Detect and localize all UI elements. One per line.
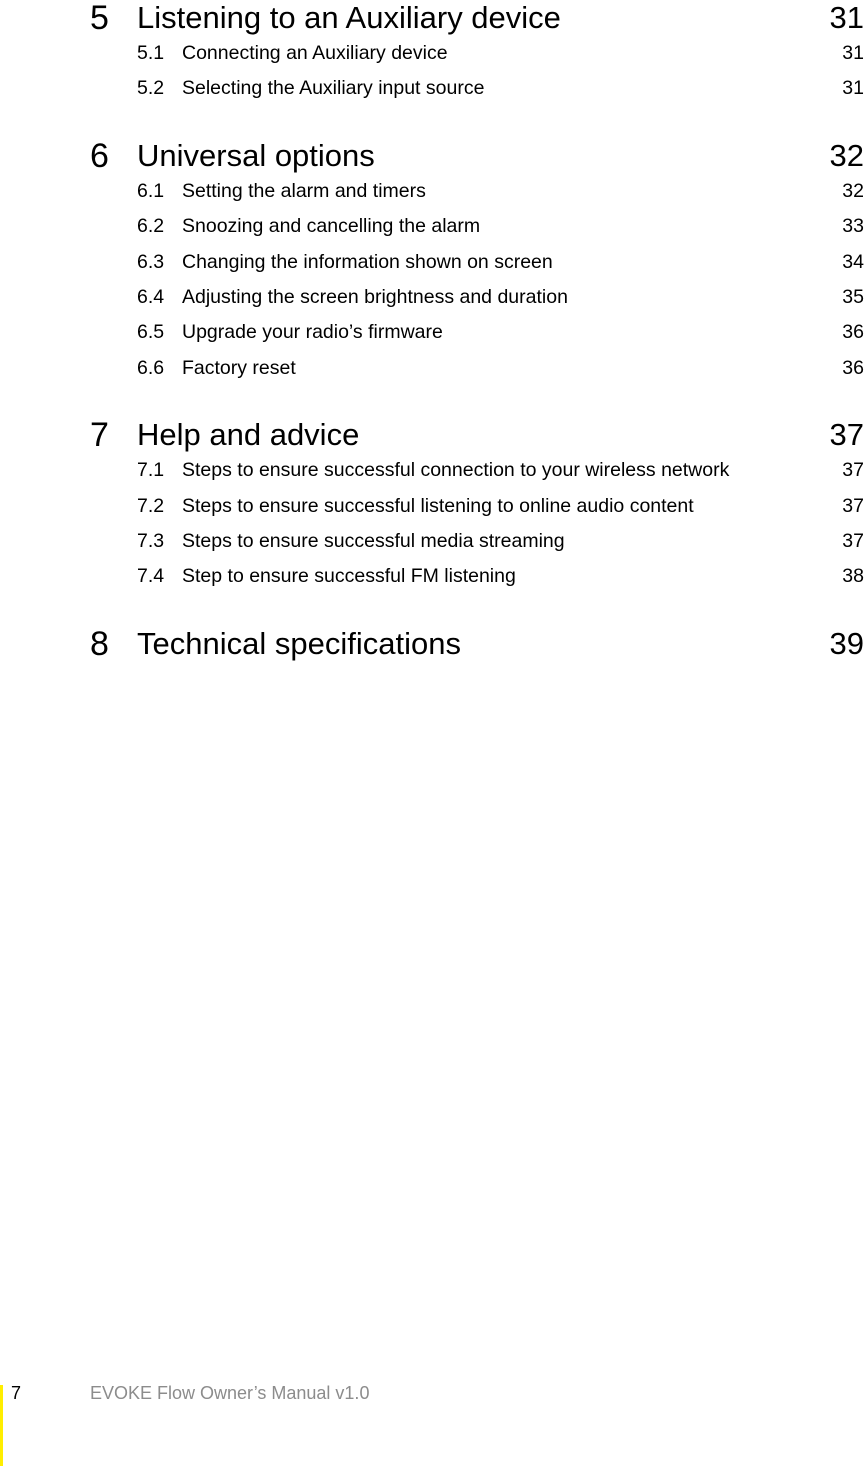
footer-accent-bar (0, 1385, 3, 1466)
section-number: 6.4 (137, 285, 165, 308)
section-page: 33 (842, 215, 864, 238)
section-page: 36 (842, 321, 864, 344)
section-number: 7.3 (137, 529, 165, 552)
section-page: 34 (842, 250, 864, 273)
section-number: 7.4 (137, 565, 165, 588)
toc-section[interactable] (0, 315, 864, 350)
section-page: 31 (842, 77, 864, 100)
section-page: 37 (842, 459, 864, 482)
footer-page-number: 7 (11, 1383, 22, 1403)
chapter-page: 37 (829, 417, 864, 453)
section-title: Adjusting the screen brightness and duration (182, 285, 568, 308)
section-title: Steps to ensure successful listening to online audio content (182, 494, 694, 517)
toc-section[interactable] (0, 524, 864, 559)
section-page: 37 (842, 494, 864, 517)
section-title: Factory reset (182, 356, 296, 379)
section-page: 35 (842, 285, 864, 308)
toc-section[interactable] (0, 174, 864, 209)
toc-chapter[interactable] (0, 626, 864, 662)
section-title: Connecting an Auxiliary device (182, 42, 448, 64)
chapter-title: Listening to an Auxiliary device (137, 0, 561, 35)
section-number: 5.2 (137, 77, 165, 100)
toc-chapter[interactable] (0, 138, 864, 174)
section-number: 6.2 (137, 215, 165, 238)
section-title: Steps to ensure successful connection to your wireless network (182, 459, 730, 482)
toc-section[interactable] (0, 280, 864, 315)
toc-section[interactable] (0, 245, 864, 280)
toc-section[interactable] (0, 489, 864, 524)
section-number: 6.6 (137, 356, 165, 379)
section-title: Selecting the Auxiliary input source (182, 77, 485, 100)
chapter-title: Universal options (137, 137, 375, 173)
toc-section[interactable] (0, 36, 864, 71)
section-title: Changing the information shown on screen (182, 250, 553, 273)
section-number: 6.1 (137, 179, 165, 202)
section-number: 6.5 (137, 321, 165, 344)
chapter-page: 39 (829, 625, 864, 661)
section-number: 7.1 (137, 459, 165, 482)
section-page: 37 (842, 529, 864, 552)
toc-chapter[interactable] (0, 417, 864, 453)
section-page: 32 (842, 179, 864, 202)
section-number: 5.1 (137, 42, 165, 64)
chapter-title: Help and advice (137, 417, 360, 453)
section-title: Snoozing and cancelling the alarm (182, 215, 481, 238)
section-page: 36 (842, 356, 864, 379)
chapter-number: 5 (90, 0, 109, 37)
toc-section[interactable] (0, 71, 864, 106)
table-of-contents (0, 0, 864, 662)
section-page: 38 (842, 565, 864, 588)
section-number: 7.2 (137, 494, 165, 517)
chapter-number: 8 (90, 624, 109, 663)
toc-section[interactable] (0, 209, 864, 244)
chapter-number: 7 (90, 416, 109, 455)
chapter-title: Technical specifications (137, 625, 461, 661)
section-number: 6.3 (137, 250, 165, 273)
section-title: Step to ensure successful FM listening (182, 565, 516, 588)
section-title: Steps to ensure successful media streaming (182, 529, 565, 552)
chapter-number: 6 (90, 136, 109, 175)
section-page: 31 (842, 42, 864, 64)
toc-chapter[interactable] (0, 0, 864, 36)
chapter-page: 31 (829, 0, 864, 35)
section-title: Setting the alarm and timers (182, 179, 426, 202)
toc-section[interactable] (0, 351, 864, 386)
section-title: Upgrade your radio’s firmware (182, 321, 443, 344)
footer-document-title: EVOKE Flow Owner’s Manual v1.0 (90, 1383, 370, 1403)
toc-section[interactable] (0, 559, 864, 594)
toc-section[interactable] (0, 453, 864, 488)
chapter-page: 32 (829, 137, 864, 173)
